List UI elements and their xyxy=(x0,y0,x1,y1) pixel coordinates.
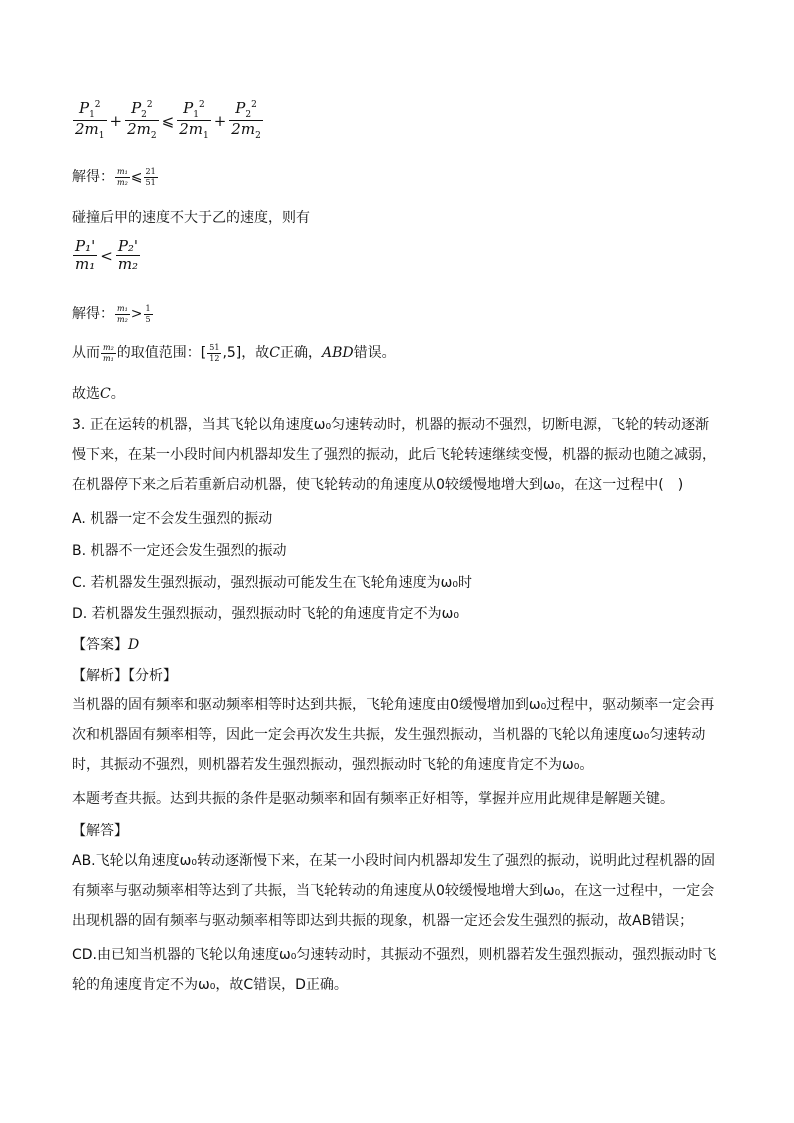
analysis-note: 本题考查共振。达到共振的条件是驱动频率和固有频率正好相等，掌握并应用此规律是解题关键。 xyxy=(72,791,674,807)
range-line xyxy=(72,342,396,363)
range-lower-fraction xyxy=(207,343,221,362)
solution-label: 【解答】 xyxy=(72,823,128,839)
plus-sign: + xyxy=(109,111,123,130)
solution-label: 解得： xyxy=(72,169,114,185)
fraction-left xyxy=(73,238,97,274)
denominator: m₁ xyxy=(103,353,114,363)
solution-line-2 xyxy=(72,303,154,324)
chosen-option: C xyxy=(100,386,111,402)
numerator: P₂' xyxy=(116,238,140,256)
subscript: 2 xyxy=(245,110,252,120)
numerator: P xyxy=(235,99,246,117)
numerator: P xyxy=(78,99,90,117)
answer-value: D xyxy=(128,637,140,653)
solution-cd: CD.由已知当机器的飞轮以角速度ω₀匀速转动时，其振动不强烈，则机器若发生强烈振动，强烈振动时飞轮的角速度肯定不为ω₀，故C错误，D正确。 xyxy=(72,947,717,993)
mass-ratio-fraction xyxy=(115,304,130,323)
choose-suffix: 。 xyxy=(110,386,125,402)
denominator: m₂ xyxy=(117,255,139,274)
analysis-label: 【解析】【分析】 xyxy=(72,668,177,684)
option-a: A. 机器一定不会发生强烈的振动 xyxy=(72,511,273,527)
numerator: m₂ xyxy=(103,343,114,353)
range-post: ,5]，故 xyxy=(222,345,270,361)
fraction-right xyxy=(116,238,140,274)
range-prefix: 从而 xyxy=(72,345,100,361)
denominator: m₂ xyxy=(117,314,128,324)
range-post-3: 错误。 xyxy=(353,345,396,361)
denominator: 51 xyxy=(145,177,156,187)
option-abd-ref: ABD xyxy=(322,345,354,361)
relation-sign: > xyxy=(130,306,143,322)
option-c-ref: C xyxy=(269,345,280,361)
answer-label: 【答案】 xyxy=(72,637,128,653)
denominator: 12 xyxy=(209,353,220,363)
choose-prefix: 故选 xyxy=(72,386,100,402)
denominator: m₁ xyxy=(75,255,96,274)
option-d: D. 若机器发生强烈振动，强烈振动时飞轮的角速度肯定不为ω₀ xyxy=(72,606,460,622)
range-post-2: 正确， xyxy=(280,345,322,361)
velocity-inequality xyxy=(72,238,141,274)
fraction-term-4 xyxy=(229,100,263,142)
mass-ratio-fraction xyxy=(101,343,116,362)
choose-line xyxy=(72,383,125,403)
subscript: 2 xyxy=(255,131,261,142)
bound-fraction xyxy=(144,167,158,186)
denominator: 2m xyxy=(231,120,256,139)
fraction-term-2 xyxy=(125,100,159,142)
solution-label: 解得： xyxy=(72,306,114,322)
subscript: 1 xyxy=(193,110,199,120)
numerator: P xyxy=(183,99,194,117)
solution-ab: AB.飞轮以角速度ω₀转动逐渐慢下来，在某一小段时间内机器却发生了强烈的振动，说明此过程机器的固有频率与驱动频率相等达到了共振，当飞轮转动的角速度从0较缓慢地增大到ω₀，在这一过程中，一定会出现机器的固有频率与驱动频率相等即达到共振的现象，机器一定还会发生强烈的振动，故AB错误； xyxy=(72,853,715,929)
fraction-term-1 xyxy=(73,100,107,142)
leq-sign: ⩽ xyxy=(161,111,175,130)
momentum-energy-inequality xyxy=(72,100,264,142)
denominator: 5 xyxy=(145,314,151,324)
question-3-text: 3. 正在运转的机器，当其飞轮以角速度ω₀匀速转动时，机器的振动不强烈，切断电源，飞轮的转动逐渐慢下来，在某一小段时间内机器却发生了强烈的振动，此后飞轮转速继续变慢，机器的振动也随之减弱，在机器停下来之后若重新启动机器，使飞轮转动的角速度从0较缓慢地增大到ω₀，在这一过程中( ) xyxy=(72,417,716,493)
option-c: C. 若机器发生强烈振动，强烈振动可能发生在飞轮角速度为ω₀时 xyxy=(72,575,473,591)
plus-sign: + xyxy=(213,111,227,130)
mass-ratio-fraction xyxy=(115,167,130,186)
superscript: 2 xyxy=(146,100,153,110)
subscript: 2 xyxy=(141,110,147,120)
subscript: 1 xyxy=(89,110,95,120)
subscript: 1 xyxy=(202,131,209,142)
numerator: 1 xyxy=(145,304,151,314)
superscript: 2 xyxy=(198,100,205,110)
superscript: 2 xyxy=(251,100,257,110)
numerator: 21 xyxy=(145,167,156,177)
answer-line xyxy=(72,634,139,654)
denominator: m₂ xyxy=(117,177,128,187)
numerator: m₁ xyxy=(117,167,128,177)
superscript: 2 xyxy=(94,100,101,110)
relation-sign: ⩽ xyxy=(130,169,143,185)
condition-line: 碰撞后甲的速度不大于乙的速度，则有 xyxy=(72,210,310,226)
denominator: 2m xyxy=(75,120,99,139)
range-middle: 的取值范围：[ xyxy=(116,345,207,361)
less-than-sign: < xyxy=(100,246,113,265)
numerator: 51 xyxy=(209,343,220,353)
denominator: 2m xyxy=(179,120,203,139)
fraction-term-3 xyxy=(177,100,211,142)
bound-fraction xyxy=(144,304,153,323)
subscript: 2 xyxy=(150,131,157,142)
numerator: m₁ xyxy=(117,304,128,314)
numerator: P₁' xyxy=(73,238,97,256)
analysis-text: 当机器的固有频率和驱动频率相等时达到共振，飞轮角速度由0缓慢增加到ω₀过程中，驱动频率一定会再次和机器固有频率相等，因此一定会再次发生共振，发生强烈振动，当机器的飞轮以角速度ω₀匀速转动时，其振动不强烈，则机器若发生强烈振动，强烈振动时飞轮的角速度肯定不为ω₀。 xyxy=(72,697,715,773)
option-b: B. 机器不一定还会发生强烈的振动 xyxy=(72,543,287,559)
solution-line-1 xyxy=(72,166,159,187)
denominator: 2m xyxy=(127,120,151,139)
subscript: 1 xyxy=(98,131,105,142)
numerator: P xyxy=(131,99,142,117)
